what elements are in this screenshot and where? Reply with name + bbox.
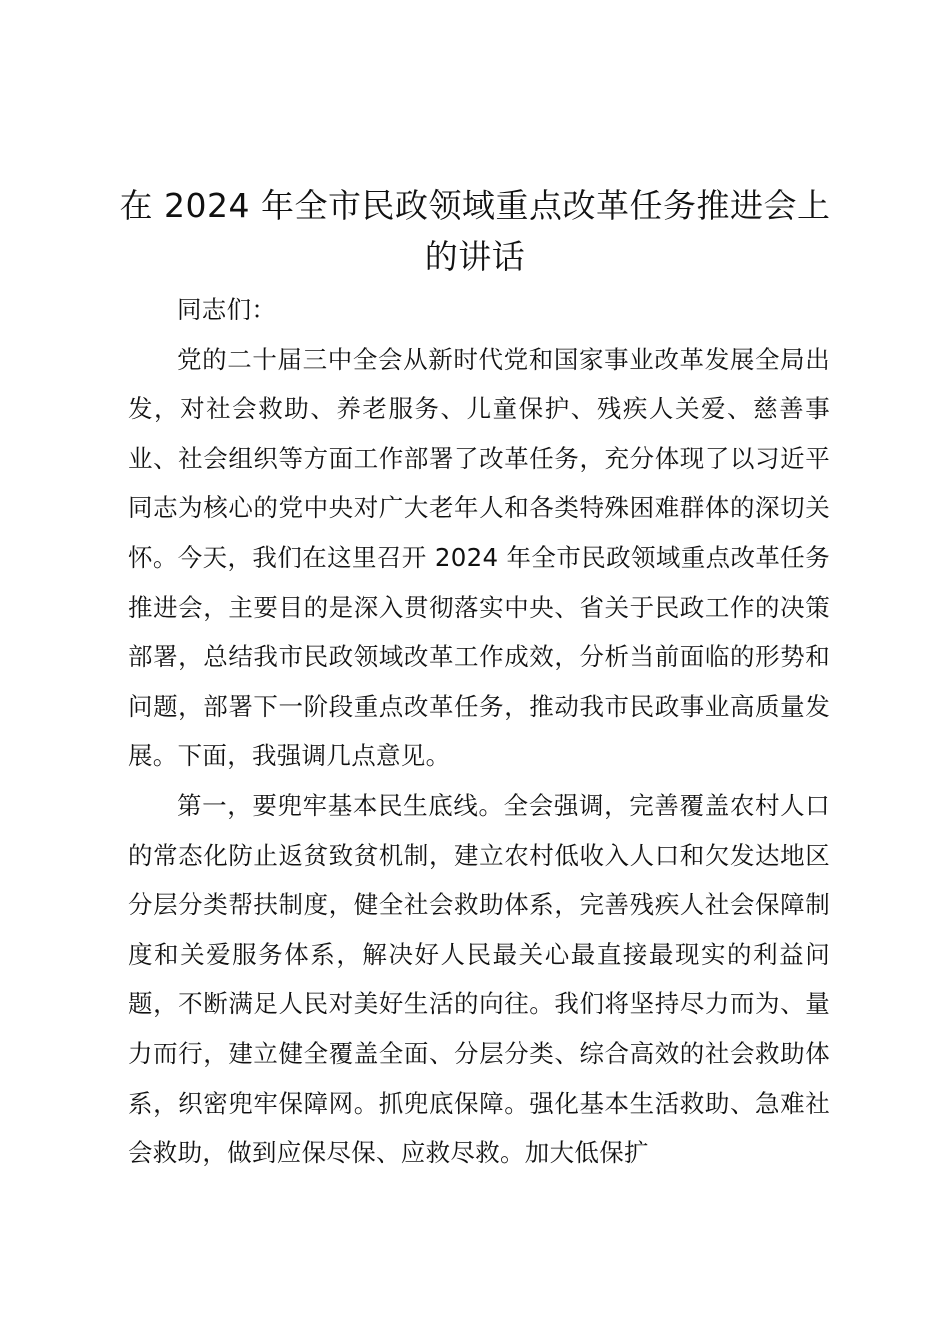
document-body bbox=[128, 285, 830, 1178]
paragraph-first-point: 第一，要兜牢基本民生底线。全会强调，完善覆盖农村人口的常态化防止返贫致贫机制，建立农村低收入人口和欠发达地区分层分类帮扶制度，健全社会救助体系，完善残疾人社会保障制度和关爱服务体系，解决好人民最关心最直接最现实的利益问题，不断满足人民对美好生活的向往。我们将坚持尽力而为、量力而行，建立健全覆盖全面、分层分类、综合高效的社会救助体系，织密兜牢保障网。抓兜底保障。强化基本生活救助、急难社会救助，做到应保尽保、应救尽救。加大低保扩 bbox=[128, 790, 830, 1168]
greeting: 同志们： bbox=[177, 295, 277, 324]
paragraph-intro: 党的二十届三中全会从新时代党和国家事业改革发展全局出发，对社会救助、养老服务、儿童保护、残疾人关爱、慈善事业、社会组织等方面工作部署了改革任务，充分体现了以习近平同志为核心的党中央对广大老年人和各类特殊困难群体的深切关怀。今天，我们在这里召开 2024 年全市民政领域重点改革任务推进会，主要目的是深入贯彻落实中央、省关于民政工作的决策部署，总结我市民政领域改革工作成效，分析当前面临的形势和问题，部署下一阶段重点改革任务，推动我市民政事业高质量发展。下面，我强调几点意见。 bbox=[128, 344, 830, 771]
document-title: 在 2024 年全市民政领域重点改革任务推进会上的讲话 bbox=[119, 186, 831, 276]
